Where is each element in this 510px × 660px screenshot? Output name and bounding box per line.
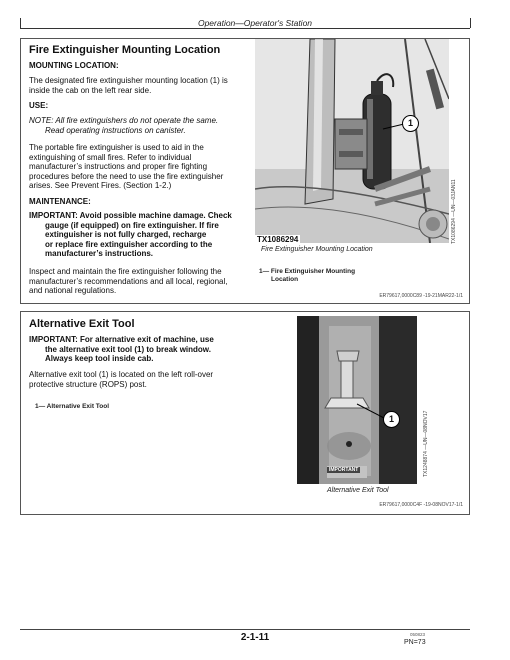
- important-paragraph: IMPORTANT: For alternative exit of machine, use the alternative exit tool (1) to break window. Always keep tool inside cab.: [29, 335, 214, 364]
- section-title: Fire Extinguisher Mounting Location: [29, 44, 221, 56]
- exit-tool-paragraph: Alternative exit tool (1) is located on the left roll-over protective structure (ROPS) post.: [29, 370, 214, 389]
- alternative-exit-tool-section: [20, 311, 470, 515]
- inspect-paragraph: Inspect and maintain the fire extinguisher following the manufacturer’s recommendations and all local, regional, and national regulations.: [29, 267, 228, 296]
- use-paragraph: The portable fire extinguisher is used to aid in the extinguishing of small fires. Refer to individual manufacturer’s instructions and proper fire fighting procedures before the need to use the fire extinguisher arises. See Prevent Fires. (Section 1-2.): [29, 143, 224, 191]
- section-title: Alternative Exit Tool: [29, 318, 135, 330]
- use-heading: USE:: [29, 101, 49, 110]
- fire-extinguisher-section: [20, 38, 470, 304]
- exit-tool-photo: [297, 316, 417, 484]
- header-rule: [20, 28, 470, 29]
- pn-number: PN=73: [404, 639, 426, 646]
- callout-circle: 1: [402, 115, 419, 132]
- running-header: Operation—Operator's Station: [197, 18, 313, 28]
- footer-code: 050823: [410, 632, 426, 637]
- figure-caption: Alternative Exit Tool: [327, 487, 389, 494]
- important-paragraph: IMPORTANT: Avoid possible machine damage. Check gauge (if equipped) on fire extinguisher. If fire extinguisher is not fully charged, recharge or replace fire extinguisher according to the manufacturer’s instructions.: [29, 211, 232, 259]
- fire-extinguisher-photo: [255, 39, 449, 243]
- document-reference: ER79617,0000C89 -19-21MAR22-1/1: [379, 293, 463, 299]
- mounting-paragraph: The designated fire extinguisher mounting location (1) is inside the cab on the left rear side.: [29, 76, 228, 95]
- maintenance-heading: MAINTENANCE:: [29, 197, 91, 206]
- document-reference: ER79617,0000C4F -19-08NOV17-1/1: [379, 502, 463, 508]
- page-number: 2-1-11: [240, 632, 270, 643]
- note-paragraph: NOTE: All fire extinguishers do not operate the same. Read operating instructions on canister.: [29, 116, 219, 135]
- figure-side-id: TX1086294 —UN—03JAN11: [451, 179, 457, 244]
- figure-caption: Fire Extinguisher Mounting Location: [261, 246, 373, 253]
- callout-circle: 1: [383, 411, 400, 428]
- cab-interior-illustration: [255, 39, 449, 243]
- rops-post-illustration: [297, 316, 417, 484]
- figure-legend: 1— Fire Extinguisher Mounting Location: [259, 268, 356, 283]
- important-decal: IMPORTANT: [329, 467, 359, 473]
- figure-legend: 1— Alternative Exit Tool: [35, 403, 110, 410]
- mounting-heading: MOUNTING LOCATION:: [29, 61, 119, 70]
- figure-id: TX1086294: [257, 235, 299, 244]
- footer-rule: [20, 629, 470, 630]
- figure-side-id: TX1248874 —UN—08NOV17: [423, 410, 429, 477]
